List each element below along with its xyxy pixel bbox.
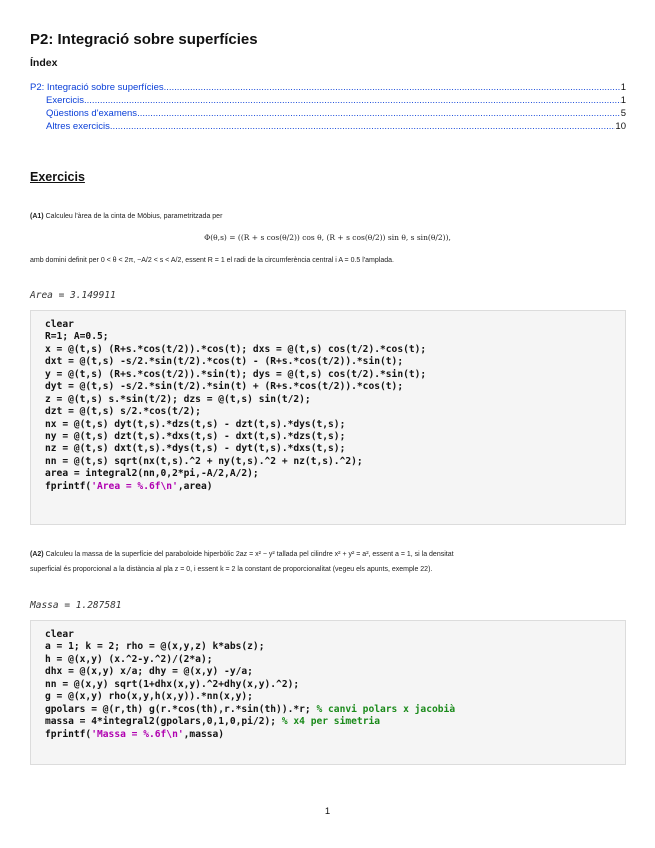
code-token: ,massa) — [183, 728, 225, 740]
code-token: h = @(x,y) (x.^2-y.^2)/(2*a); — [45, 653, 213, 665]
code-line — [45, 319, 625, 331]
page-title: P2: Integració sobre superfícies — [30, 31, 258, 48]
code-line — [45, 443, 625, 455]
code-token: dzt = @(t,s) s/2.*cos(t/2); — [45, 406, 201, 418]
exercise-text: Calculeu l'àrea de la cinta de Möbius, parametritzada per — [45, 213, 223, 220]
code-token: dyt = @(t,s) -s/2.*sin(t/2).*sin(t) + (R+s.*cos(t/2)).*cos(t); — [45, 381, 404, 393]
code-token: fprintf( — [45, 480, 92, 492]
page-number: 1 — [324, 806, 331, 817]
code-line — [45, 468, 625, 480]
code-line — [45, 456, 625, 468]
code-line — [45, 641, 625, 653]
result-output: Massa = 1.287581 — [30, 600, 122, 611]
code-token: nn = @(t,s) sqrt(nx(t,s).^2 + ny(t,s).^2 + nz(t,s).^2); — [45, 455, 363, 467]
code-line — [45, 331, 625, 343]
exercise-tag: (A1) — [30, 213, 44, 220]
code-token: gpolars = @(r,th) g(r.*cos(th),r.*sin(th)).*r; — [45, 703, 317, 715]
code-line — [45, 419, 625, 431]
toc-item[interactable] — [46, 121, 626, 132]
code-line — [45, 394, 625, 406]
code-token: R=1; A=0.5; — [45, 331, 109, 343]
exercise-statement-cont: superficial és proporcional a la distància al pla z = 0, i essent k = 2 la constant de proporcionalitat (vegeu els apunts, exemple 22). — [30, 566, 433, 573]
code-comment: % canvi polars x jacobià — [316, 703, 456, 715]
math-formula: Φ(θ,s) = ((R + s cos(θ/2)) cos θ, (R + s cos(θ/2)) sin θ, s sin(θ/2)), — [204, 233, 451, 242]
code-token: nn = @(x,y) sqrt(1+dhx(x,y).^2+dhy(x,y).^2); — [45, 678, 300, 690]
code-line — [45, 356, 625, 368]
code-token: a = 1; k = 2; rho = @(x,y,z) k*abs(z); — [45, 641, 265, 653]
code-token: nz = @(t,s) dxt(t,s).*dys(t,s) - dyt(t,s).*dxs(t,s); — [45, 443, 346, 455]
toc-page: 5 — [620, 108, 626, 119]
result-output: Area = 3.149911 — [30, 290, 116, 301]
toc-item[interactable] — [30, 82, 626, 93]
code-line — [45, 729, 625, 741]
code-line — [45, 431, 625, 443]
code-token: fprintf( — [45, 728, 92, 740]
exercise-text: Calculeu la massa de la superfície del paraboloide hiperbòlic 2az = x² − y² tallada pel cilindre x² + y² = a², essent a = 1, si la densitat — [45, 551, 454, 558]
code-token: y = @(t,s) (R+s.*cos(t/2)).*sin(t); dys = @(t,s) cos(t/2).*sin(t); — [45, 368, 427, 380]
code-token: dxt = @(t,s) -s/2.*sin(t/2).*cos(t) - (R+s.*cos(t/2)).*sin(t); — [45, 356, 404, 368]
code-token: nx = @(t,s) dyt(t,s).*dzs(t,s) - dzt(t,s).*dys(t,s); — [45, 418, 346, 430]
code-token: ny = @(t,s) dzt(t,s).*dxs(t,s) - dxt(t,s).*dzs(t,s); — [45, 430, 346, 442]
code-token: massa = 4*integral2(gpolars,0,1,0,pi/2); — [45, 716, 282, 728]
exercise-domain: amb domini definit per 0 < θ < 2π, −A/2 < s < A/2, essent R = 1 el radi de la circumferència central i A = 0.5 l'amplada. — [30, 257, 394, 264]
code-line — [45, 344, 625, 356]
code-block — [30, 620, 626, 765]
code-line — [45, 679, 625, 691]
toc-link[interactable]: P2: Integració sobre superfícies — [30, 82, 164, 93]
code-token: z = @(t,s) s.*sin(t/2); dzs = @(t,s) sin(t/2); — [45, 393, 311, 405]
toc-link[interactable]: Qüestions d'examens — [46, 108, 138, 119]
code-token: clear — [45, 629, 74, 640]
code-string: 'Area = %.6f\n' — [91, 480, 178, 492]
code-line — [45, 704, 625, 716]
code-line — [45, 666, 625, 678]
code-line — [45, 406, 625, 418]
exercise-tag: (A2) — [30, 551, 44, 558]
code-comment: % x4 per simetria — [281, 716, 381, 728]
code-token: x = @(t,s) (R+s.*cos(t/2)).*cos(t); dxs = @(t,s) cos(t/2).*cos(t); — [45, 343, 427, 355]
exercise-statement — [30, 551, 454, 558]
code-line — [45, 691, 625, 703]
toc-item[interactable] — [46, 95, 626, 106]
code-block — [30, 310, 626, 525]
toc-link[interactable]: Altres exercicis — [46, 121, 110, 132]
toc-link[interactable]: Exercicis — [46, 95, 85, 106]
toc-item[interactable] — [46, 108, 626, 119]
toc-page: 10 — [615, 121, 626, 132]
code-string: 'Massa = %.6f\n' — [91, 728, 184, 740]
code-line — [45, 381, 625, 393]
code-token: g = @(x,y) rho(x,y,h(x,y)).*nn(x,y); — [45, 691, 253, 703]
code-line — [45, 654, 625, 666]
toc-page: 1 — [620, 82, 626, 93]
code-line — [45, 629, 625, 641]
code-line — [45, 481, 625, 493]
code-token: ,area) — [177, 480, 213, 492]
section-heading: Exercicis — [30, 170, 85, 184]
exercise-statement — [30, 213, 222, 220]
code-token: clear — [45, 319, 74, 330]
toc-page: 1 — [620, 95, 626, 106]
code-token: dhx = @(x,y) x/a; dhy = @(x,y) -y/a; — [45, 666, 253, 678]
code-token: area = integral2(nn,0,2*pi,-A/2,A/2); — [45, 468, 259, 480]
index-heading: Índex — [30, 57, 58, 69]
code-line — [45, 369, 625, 381]
code-line — [45, 716, 625, 728]
